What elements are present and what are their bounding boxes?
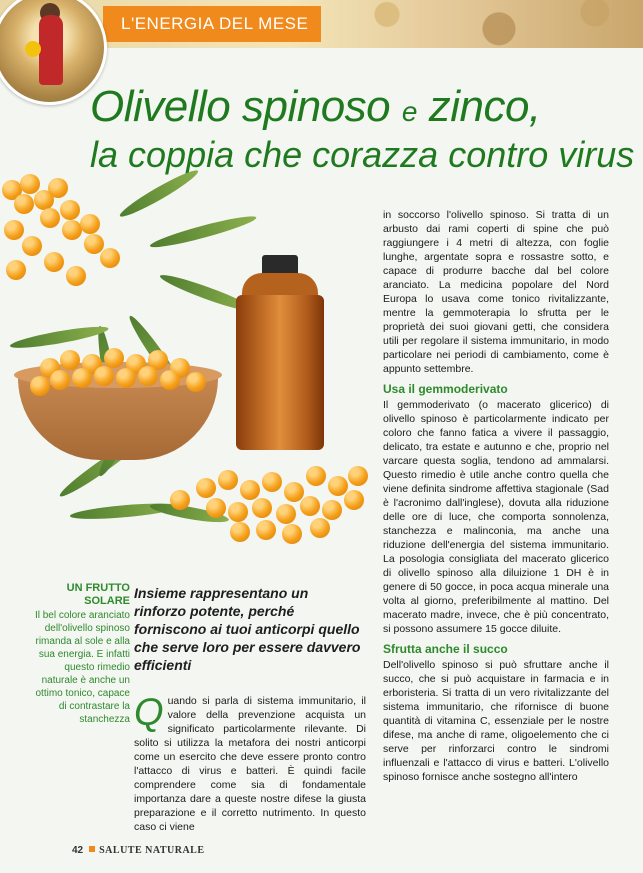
berry (186, 372, 206, 392)
avatar-figure (39, 15, 63, 85)
berry (218, 470, 238, 490)
sidebar-heading-2: SOLARE (84, 595, 130, 607)
intro-paragraph (134, 694, 366, 834)
magazine-name: SALUTE NATURALE (99, 845, 205, 856)
title-line-1 (60, 82, 640, 132)
berry (310, 518, 330, 538)
berry (60, 200, 80, 220)
berry (276, 504, 296, 524)
berry (160, 370, 180, 390)
article-column-right (383, 208, 609, 784)
sidebar-box (34, 582, 130, 726)
berry (306, 466, 326, 486)
berry (196, 478, 216, 498)
title-line-2: la coppia che corazza contro virus (90, 134, 635, 175)
bottle-body (236, 295, 324, 450)
berry (322, 500, 342, 520)
berry (240, 480, 260, 500)
berry (94, 366, 114, 386)
sunflower-icon (25, 41, 41, 57)
berry (62, 220, 82, 240)
berry (14, 194, 34, 214)
berry (300, 496, 320, 516)
berry (30, 376, 50, 396)
header-landscape (323, 0, 643, 48)
subheading-succo: Sfrutta anche il succo (383, 642, 508, 656)
sea-buckthorn-illustration (0, 170, 380, 565)
pull-quote: Insieme rappresentano un rinforzo potente, perché forniscono ai tuoi anticorpi quello che serve loro per essere davvero efficienti (134, 585, 361, 673)
page-number: 42 (72, 845, 84, 856)
article-title (60, 82, 640, 176)
berry (206, 498, 226, 518)
berry (262, 472, 282, 492)
berry (116, 368, 136, 388)
berry (170, 490, 190, 510)
berry (22, 236, 42, 256)
leaf (148, 212, 257, 252)
title-part-2: zinco, (428, 82, 541, 131)
berry (282, 524, 302, 544)
berry (230, 522, 250, 542)
orange-square-icon (89, 846, 95, 852)
paragraph-1: in soccorso l'olivello spinoso. Si tratta di un arbusto dai rami coperti di spine che può raggiungere i 4 metri di altezza, con foglie lunghe, argentate sopra e rossastre sotto, e capace di produrre bacche dal bel colore aranciato. La medicina popolare del Nord Europa lo usava come tonico rivitalizzante, mentre la gemmoterapia lo sfrutta per le proprietà dei suoi giovani getti, che considera utili per regolare il sistema immunitario, in modo particolare nei periodi di cambiamento, come è appunto settembre. (383, 209, 609, 375)
title-connector: e (401, 96, 417, 127)
intro-text: uando si parla di sistema immunitario, il valore della prevenzione acquista un significato particolarmente rilevante. Di solito si utilizza la metafora dei nostri anticorpi come un esercito che deve essere pronto contro l'attacco di virus e batteri. È quindi facile comprendere come sia di fondamentale importanza dare a queste nostre difese la giusta preparazione e il corretto nutrimento. In questo caso ci viene (134, 695, 366, 833)
title-part-1: Olivello spinoso (90, 82, 391, 131)
berry (50, 370, 70, 390)
berry (40, 208, 60, 228)
berry (348, 466, 368, 486)
berry (256, 520, 276, 540)
berry (228, 502, 248, 522)
berry (138, 366, 158, 386)
article-column-left (134, 694, 366, 834)
berry (4, 220, 24, 240)
drop-cap: Q (134, 692, 164, 734)
sidebar-heading-1: UN FRUTTO (66, 582, 130, 594)
subheading-gemmoderivato: Usa il gemmoderivato (383, 382, 508, 396)
berry (48, 178, 68, 198)
berry (72, 368, 92, 388)
berry (104, 348, 124, 368)
berry (44, 252, 64, 272)
paragraph-3: Dell'olivello spinoso si può sfruttare anche il succo, che si può acquistare in farmacia e in erboristeria. Si tratta di un vero rivitalizzante del sistema immunitario, che rifornisce di buone quantità di vitamina C, essenziale per le nostre difese, ma anche di rame, oligoelemento che ci serve per rinforzarci contro le sindromi influenzali e l'attacco di virus e batteri. L'olivello spinoso fornisce anche sostegno all'intero (383, 659, 609, 783)
berry (252, 498, 272, 518)
paragraph-2: Il gemmoderivato (o macerato glicerico) di olivello spinoso è particolarmente indicato per coloro che fanno fatica a vivere il passaggio, delicato, tra estate e autunno e che, proprio nel varcare questa soglia, tendono ad ammalarsi. Questo rimedio è utile anche contro quella che viene definita sindrome affettiva stagionale (Sad è l'acronimo dall'inglese), dovuta alla riduzione delle ore di luce, che comporta sonnolenza, stanchezza e malinconia, ma anche una riduzione dell'energia del sistema immunitario. La posologia consigliata del macerato glicerico di olivello spinoso alla diluizione 1 DH è in genere di 50 gocce, in poca acqua minerale una volta al giorno, preferibilmente al mattino. Del macerato madre, invece, che è più concentrato, si possono assumere 15 gocce diluite. (383, 399, 609, 635)
leaf (9, 323, 110, 352)
berry (80, 214, 100, 234)
page-footer (72, 845, 205, 856)
berry (60, 350, 80, 370)
berry (344, 490, 364, 510)
section-label: L'ENERGIA DEL MESE (103, 6, 321, 42)
berry (100, 248, 120, 268)
berry (6, 260, 26, 280)
berry (66, 266, 86, 286)
essential-oil-bottle (236, 255, 324, 450)
leaf (117, 166, 201, 221)
sidebar-text: Il bel colore aranciato dell'olivello spinoso rimanda al sole e alla sua energia. E infatti questo rimedio naturale è anche un ottimo tonico, capace di contrastare la stanchezza (34, 610, 130, 725)
